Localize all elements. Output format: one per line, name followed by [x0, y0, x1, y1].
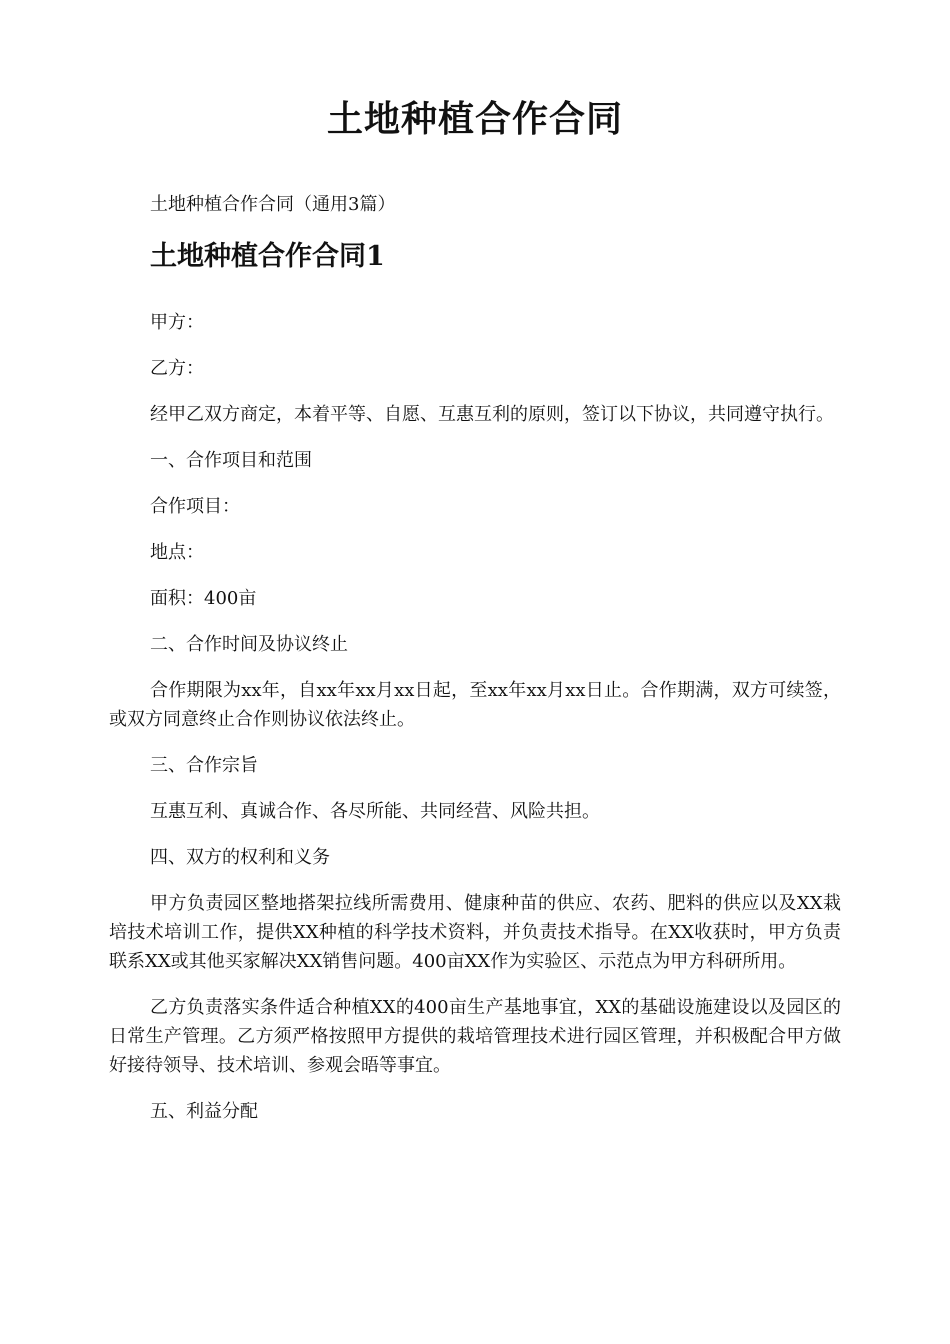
location-line: 地点： [150, 542, 204, 563]
purpose-paragraph: 互惠互利、真诚合作、各尽所能、共同经营、风险共担。 [150, 801, 600, 822]
clause-heading-1: 一、合作项目和范围 [150, 450, 312, 471]
clause-heading-2: 二、合作时间及协议终止 [150, 634, 348, 655]
party-a-duties-paragraph: 甲方负责园区整地搭架拉线所需费用、健康种苗的供应、农药、肥料的供应以及XX栽培技术培训工作，提供XX种植的科学技术资料，并负责技术指导。在XX收获时，甲方负责联系XX或其他买家解决XX销售问题。400亩XX作为实验区、示范点为甲方科研所用。 [109, 893, 841, 972]
document-subtitle: 土地种植合作合同（通用3篇） [150, 194, 396, 215]
party-a-line: 甲方： [150, 312, 204, 333]
clause-heading-3: 三、合作宗旨 [150, 755, 258, 776]
section-heading: 土地种植合作合同1 [150, 241, 385, 272]
clause-heading-4: 四、双方的权利和义务 [150, 847, 330, 868]
party-b-line: 乙方： [150, 358, 204, 379]
clause-heading-5: 五、利益分配 [150, 1101, 258, 1122]
preamble-paragraph: 经甲乙双方商定，本着平等、自愿、互惠互利的原则，签订以下协议，共同遵守执行。 [150, 404, 834, 425]
document-title: 土地种植合作合同 [326, 98, 623, 140]
project-line: 合作项目： [150, 496, 240, 517]
term-paragraph: 合作期限为xx年，自xx年xx月xx日起，至xx年xx月xx日止。合作期满，双方可续签，或双方同意终止合作则协议依法终止。 [109, 680, 841, 730]
party-b-duties-paragraph: 乙方负责落实条件适合种植XX的400亩生产基地事宜，XX的基础设施建设以及园区的日常生产管理。乙方须严格按照甲方提供的栽培管理技术进行园区管理，并积极配合甲方做好接待领导、技术培训、参观会晤等事宜。 [109, 997, 841, 1076]
contract-body [109, 308, 841, 1143]
area-line: 面积：400亩 [150, 588, 257, 609]
